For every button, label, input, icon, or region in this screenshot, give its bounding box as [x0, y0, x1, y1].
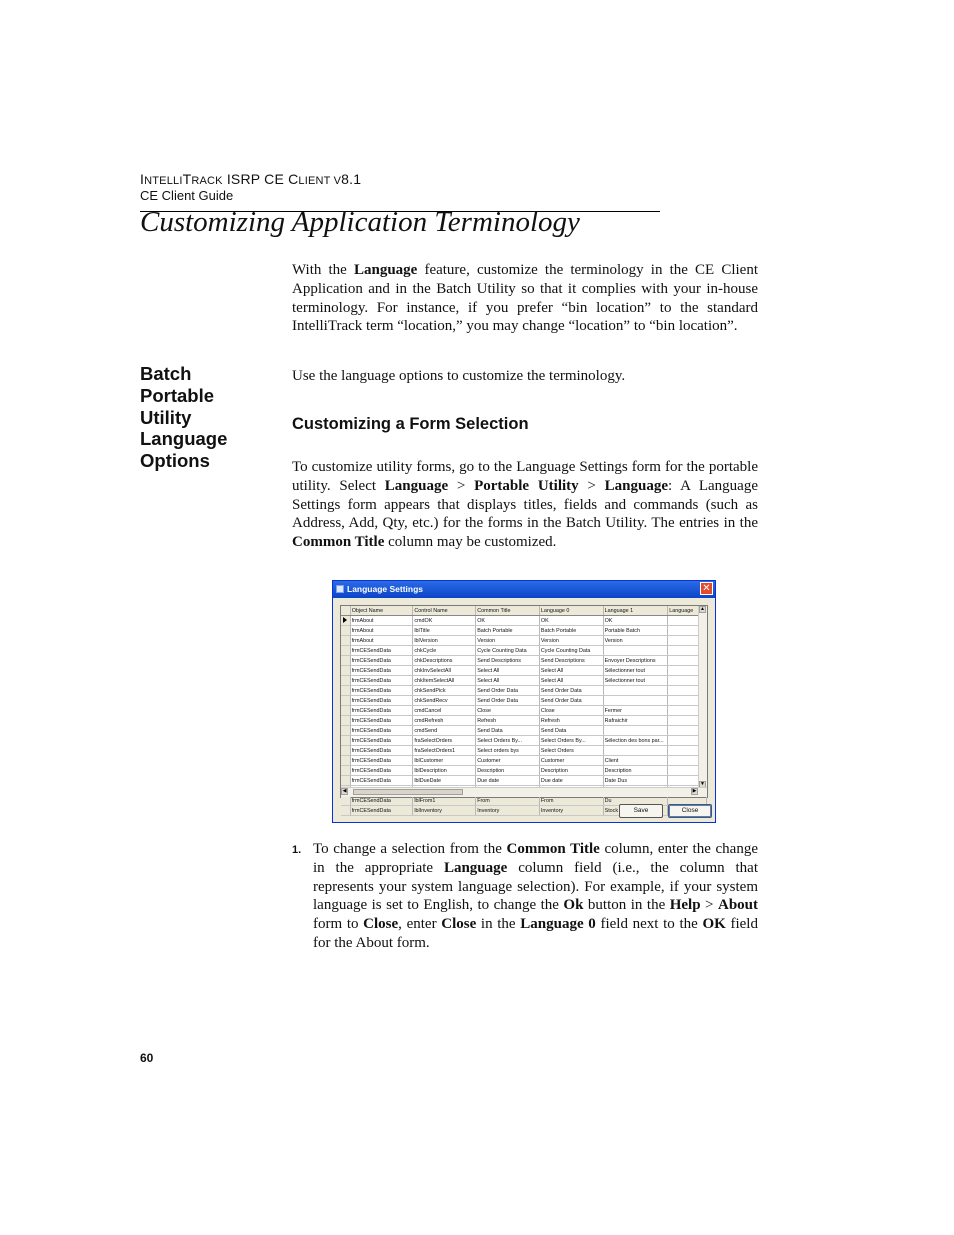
table-cell[interactable]: chkDescriptions	[413, 656, 476, 666]
side-heading-line: Portable	[140, 384, 215, 406]
side-heading-line: Options	[140, 450, 210, 472]
table-row[interactable]	[341, 646, 707, 656]
table-cell[interactable]: Due date	[476, 776, 540, 786]
save-button[interactable]: Save	[619, 804, 663, 818]
row-selector[interactable]	[341, 696, 350, 706]
table-cell[interactable]: Version	[539, 636, 603, 646]
table-cell[interactable]: Description	[539, 766, 603, 776]
scroll-up-icon[interactable]: ▲	[700, 607, 705, 612]
scroll-down-icon[interactable]: ▼	[700, 782, 705, 787]
table-cell[interactable]: lblDescription	[413, 766, 476, 776]
table-cell[interactable]: Customer	[476, 756, 540, 766]
table-cell[interactable]: chkSendPick	[413, 686, 476, 696]
table-cell[interactable]: cmdSend	[413, 726, 476, 736]
step-number: 1.	[292, 844, 302, 856]
table-cell[interactable]: Inventory	[476, 806, 540, 816]
table-cell[interactable]: Customer	[539, 756, 603, 766]
row-selector-header	[341, 606, 350, 616]
table-cell[interactable]: Send Descriptions	[476, 656, 540, 666]
row-selector[interactable]	[341, 776, 350, 786]
table-cell[interactable]: Envoyer Descriptions	[603, 656, 668, 666]
intro-paragraph: With the Language feature, customize the terminology in the CE Client Application and in the Batch Utility so that it complies with your in-house terminology. For instance, if you prefer “bin location” to the standard IntelliTrack term “location,” you may change “location” to “bin location”.	[292, 262, 758, 335]
close-button[interactable]: Close	[668, 804, 712, 818]
scroll-thumb[interactable]	[353, 789, 463, 795]
running-header-product: INTELLITRACK ISRP CE CLIENT V8.1	[140, 171, 362, 187]
column-header[interactable]: Object Name	[350, 606, 413, 616]
table-cell[interactable]: frmCESendData	[350, 806, 413, 816]
table-cell[interactable]: frmCESendData	[350, 656, 413, 666]
table-cell[interactable]	[603, 646, 668, 656]
table-cell[interactable]: Due date	[539, 776, 603, 786]
table-cell[interactable]: Refresh	[476, 716, 540, 726]
table-cell[interactable]: frmCESendData	[350, 676, 413, 686]
table-cell[interactable]: Inventory	[539, 806, 603, 816]
table-cell[interactable]: Send Order Data	[539, 696, 603, 706]
table-cell[interactable]: Select Orders	[539, 746, 603, 756]
table-cell[interactable]: lblVersion	[413, 636, 476, 646]
form-selection-paragraph: To customize utility forms, go to the Language Settings form for the portable utility. Select Language > Portable Utility > Language: A Language Settings form appears that displays titles, fields and commands (such as Address, Add, Qty, etc.) for the forms in the Batch Utility. The entries in the Common Title column may be customized.	[292, 459, 758, 551]
table-cell[interactable]: frmCESendData	[350, 766, 413, 776]
table-cell[interactable]: chkSendRecv	[413, 696, 476, 706]
table-cell[interactable]: Sélectionner tout	[603, 666, 668, 676]
row-selector[interactable]	[341, 706, 350, 716]
table-row[interactable]	[341, 726, 707, 736]
table-cell[interactable]: Batch Portable	[476, 626, 540, 636]
vertical-scrollbar[interactable]	[698, 606, 707, 788]
table-cell[interactable]: Stock	[603, 806, 668, 816]
table-cell[interactable]: Send Order Data	[476, 686, 540, 696]
column-header[interactable]: Language 1	[603, 606, 668, 616]
table-row[interactable]	[341, 636, 707, 646]
table-cell[interactable]: Close	[539, 706, 603, 716]
table-cell[interactable]: frmCESendData	[350, 646, 413, 656]
table-cell[interactable]: Date Dus	[603, 776, 668, 786]
table-row[interactable]	[341, 706, 707, 716]
table-cell[interactable]: Select All	[539, 676, 603, 686]
table-cell[interactable]: fraSelectOrders	[413, 736, 476, 746]
table-cell[interactable]: Send Descriptions	[539, 656, 603, 666]
table-cell[interactable]: frmCESendData	[350, 776, 413, 786]
table-row[interactable]	[341, 616, 707, 626]
table-cell[interactable]: cmdCancel	[413, 706, 476, 716]
row-selector[interactable]	[341, 716, 350, 726]
subheading: Customizing a Form Selection	[292, 415, 529, 433]
row-selector[interactable]	[341, 756, 350, 766]
table-cell[interactable]: frmCESendData	[350, 796, 413, 806]
table-row[interactable]	[341, 676, 707, 686]
side-heading-line: Utility	[140, 406, 192, 428]
window-title: Language Settings	[347, 584, 424, 594]
running-header-guide: CE Client Guide	[140, 188, 234, 203]
table-row[interactable]	[341, 656, 707, 666]
table-cell[interactable]: lblTitle	[413, 626, 476, 636]
table-cell[interactable]: Refresh	[539, 716, 603, 726]
table-cell[interactable]: Cycle Counting Data	[476, 646, 540, 656]
table-row[interactable]	[341, 776, 707, 786]
table-cell[interactable]	[603, 746, 668, 756]
table-cell[interactable]: Cycle Counting Data	[539, 646, 603, 656]
table-cell[interactable]: frmCESendData	[350, 686, 413, 696]
table-row[interactable]	[341, 696, 707, 706]
table-cell[interactable]: frmCESendData	[350, 696, 413, 706]
table-cell[interactable]: Select All	[476, 676, 540, 686]
row-selector[interactable]	[341, 726, 350, 736]
table-cell[interactable]: OK	[539, 616, 603, 626]
table-row[interactable]	[341, 766, 707, 776]
table-cell[interactable]: OK	[476, 616, 540, 626]
row-selector[interactable]	[341, 686, 350, 696]
table-row[interactable]	[341, 716, 707, 726]
horizontal-scrollbar[interactable]	[341, 787, 707, 797]
row-selector[interactable]	[341, 796, 350, 806]
column-header[interactable]: Common Title	[476, 606, 540, 616]
table-cell[interactable]: Send Data	[476, 726, 540, 736]
row-selector[interactable]	[341, 736, 350, 746]
table-cell[interactable]: Sélection des bons par...	[603, 736, 668, 746]
row-selector[interactable]	[341, 646, 350, 656]
table-cell[interactable]: Portable Batch	[603, 626, 668, 636]
table-cell[interactable]: frmCESendData	[350, 726, 413, 736]
table-cell[interactable]: frmCESendData	[350, 736, 413, 746]
table-cell[interactable]: frmCESendData	[350, 666, 413, 676]
table-row[interactable]	[341, 686, 707, 696]
row-selector[interactable]	[341, 676, 350, 686]
table-cell[interactable]	[603, 726, 668, 736]
row-selector[interactable]	[341, 656, 350, 666]
table-cell[interactable]: Close	[476, 706, 540, 716]
table-cell[interactable]: lblInventory	[413, 806, 476, 816]
table-cell[interactable]: frmAbout	[350, 636, 413, 646]
table-cell[interactable]: frmCESendData	[350, 716, 413, 726]
table-row[interactable]	[341, 756, 707, 766]
column-header[interactable]: Language	[668, 606, 707, 616]
table-cell[interactable]: frmAbout	[350, 616, 413, 626]
table-cell[interactable]: Send Order Data	[539, 686, 603, 696]
table-cell[interactable]: OK	[603, 616, 668, 626]
row-selector[interactable]	[341, 746, 350, 756]
table-cell[interactable]: From	[476, 796, 540, 806]
table-cell[interactable]: fraSelectOrders1	[413, 746, 476, 756]
table-cell[interactable]: Select All	[539, 666, 603, 676]
step-paragraph: To change a selection from the Common Title column, enter the change in the appropriate Language column field (i.e., the column that represents your system language selection). For example, if your system language is set to English, to change the Ok button in the Help > About form to Close, enter Close in the Language 0 field next to the OK field for the About form.	[313, 841, 759, 951]
column-header[interactable]: Control Name	[413, 606, 476, 616]
table-cell[interactable]: chkItemSelectAll	[413, 676, 476, 686]
table-cell[interactable]: chkInvSelectAll	[413, 666, 476, 676]
side-heading	[140, 363, 280, 472]
table-row[interactable]	[341, 666, 707, 676]
scroll-right-icon[interactable]: ▶	[692, 789, 697, 794]
table-cell[interactable]: Select All	[476, 666, 540, 676]
table-cell[interactable]: Description	[603, 766, 668, 776]
use-paragraph: Use the language options to customize the terminology.	[292, 368, 626, 384]
row-selector[interactable]	[341, 806, 350, 816]
table-row[interactable]	[341, 736, 707, 746]
row-selector[interactable]	[341, 666, 350, 676]
close-icon[interactable]: ✕	[700, 582, 713, 595]
table-cell[interactable]: Select Orders By...	[476, 736, 540, 746]
table-cell[interactable]: frmCESendData	[350, 746, 413, 756]
table-cell[interactable]: chkCycle	[413, 646, 476, 656]
side-heading-line: Language	[140, 428, 228, 450]
language-settings-window	[332, 580, 716, 823]
table-cell[interactable]: lblCustomer	[413, 756, 476, 766]
table-cell[interactable]	[603, 686, 668, 696]
table-cell[interactable]: Select orders bys	[476, 746, 540, 756]
table-cell[interactable]: lblFrom1	[413, 796, 476, 806]
row-selector[interactable]	[341, 616, 350, 626]
grid-header-row	[341, 606, 707, 616]
table-cell[interactable]: Client	[603, 756, 668, 766]
table-cell[interactable]: Rafraichir	[603, 716, 668, 726]
table-cell[interactable]: Description	[476, 766, 540, 776]
table-cell[interactable]: lblDueDate	[413, 776, 476, 786]
table-cell[interactable]	[603, 696, 668, 706]
table-row[interactable]	[341, 746, 707, 756]
table-cell[interactable]: frmCESendData	[350, 706, 413, 716]
row-selector[interactable]	[341, 766, 350, 776]
scroll-left-icon[interactable]: ◀	[342, 789, 347, 794]
page-number: 60	[140, 1051, 154, 1065]
table-cell[interactable]: frmAbout	[350, 626, 413, 636]
table-row[interactable]	[341, 626, 707, 636]
table-cell[interactable]: Version	[476, 636, 540, 646]
table-cell[interactable]: frmCESendData	[350, 756, 413, 766]
table-cell[interactable]: Send Data	[539, 726, 603, 736]
app-icon	[336, 585, 344, 593]
row-selector[interactable]	[341, 626, 350, 636]
section-title: Customizing Application Terminology	[140, 206, 580, 238]
table-cell[interactable]: Batch Portable	[539, 626, 603, 636]
row-selector[interactable]	[341, 636, 350, 646]
table-cell[interactable]: Version	[603, 636, 668, 646]
current-row-arrow-icon	[343, 617, 347, 623]
table-cell[interactable]: cmdOK	[413, 616, 476, 626]
table-cell[interactable]: Sélectionner tout	[603, 676, 668, 686]
table-cell[interactable]: From	[539, 796, 603, 806]
table-cell[interactable]: Fermer	[603, 706, 668, 716]
window-titlebar[interactable]	[333, 581, 715, 598]
table-cell[interactable]: Du	[603, 796, 668, 806]
table-cell[interactable]: cmdRefresh	[413, 716, 476, 726]
table-cell[interactable]: Send Order Data	[476, 696, 540, 706]
table-cell[interactable]: Select Orders By...	[539, 736, 603, 746]
column-header[interactable]: Language 0	[539, 606, 603, 616]
side-heading-line: Batch	[140, 363, 192, 384]
